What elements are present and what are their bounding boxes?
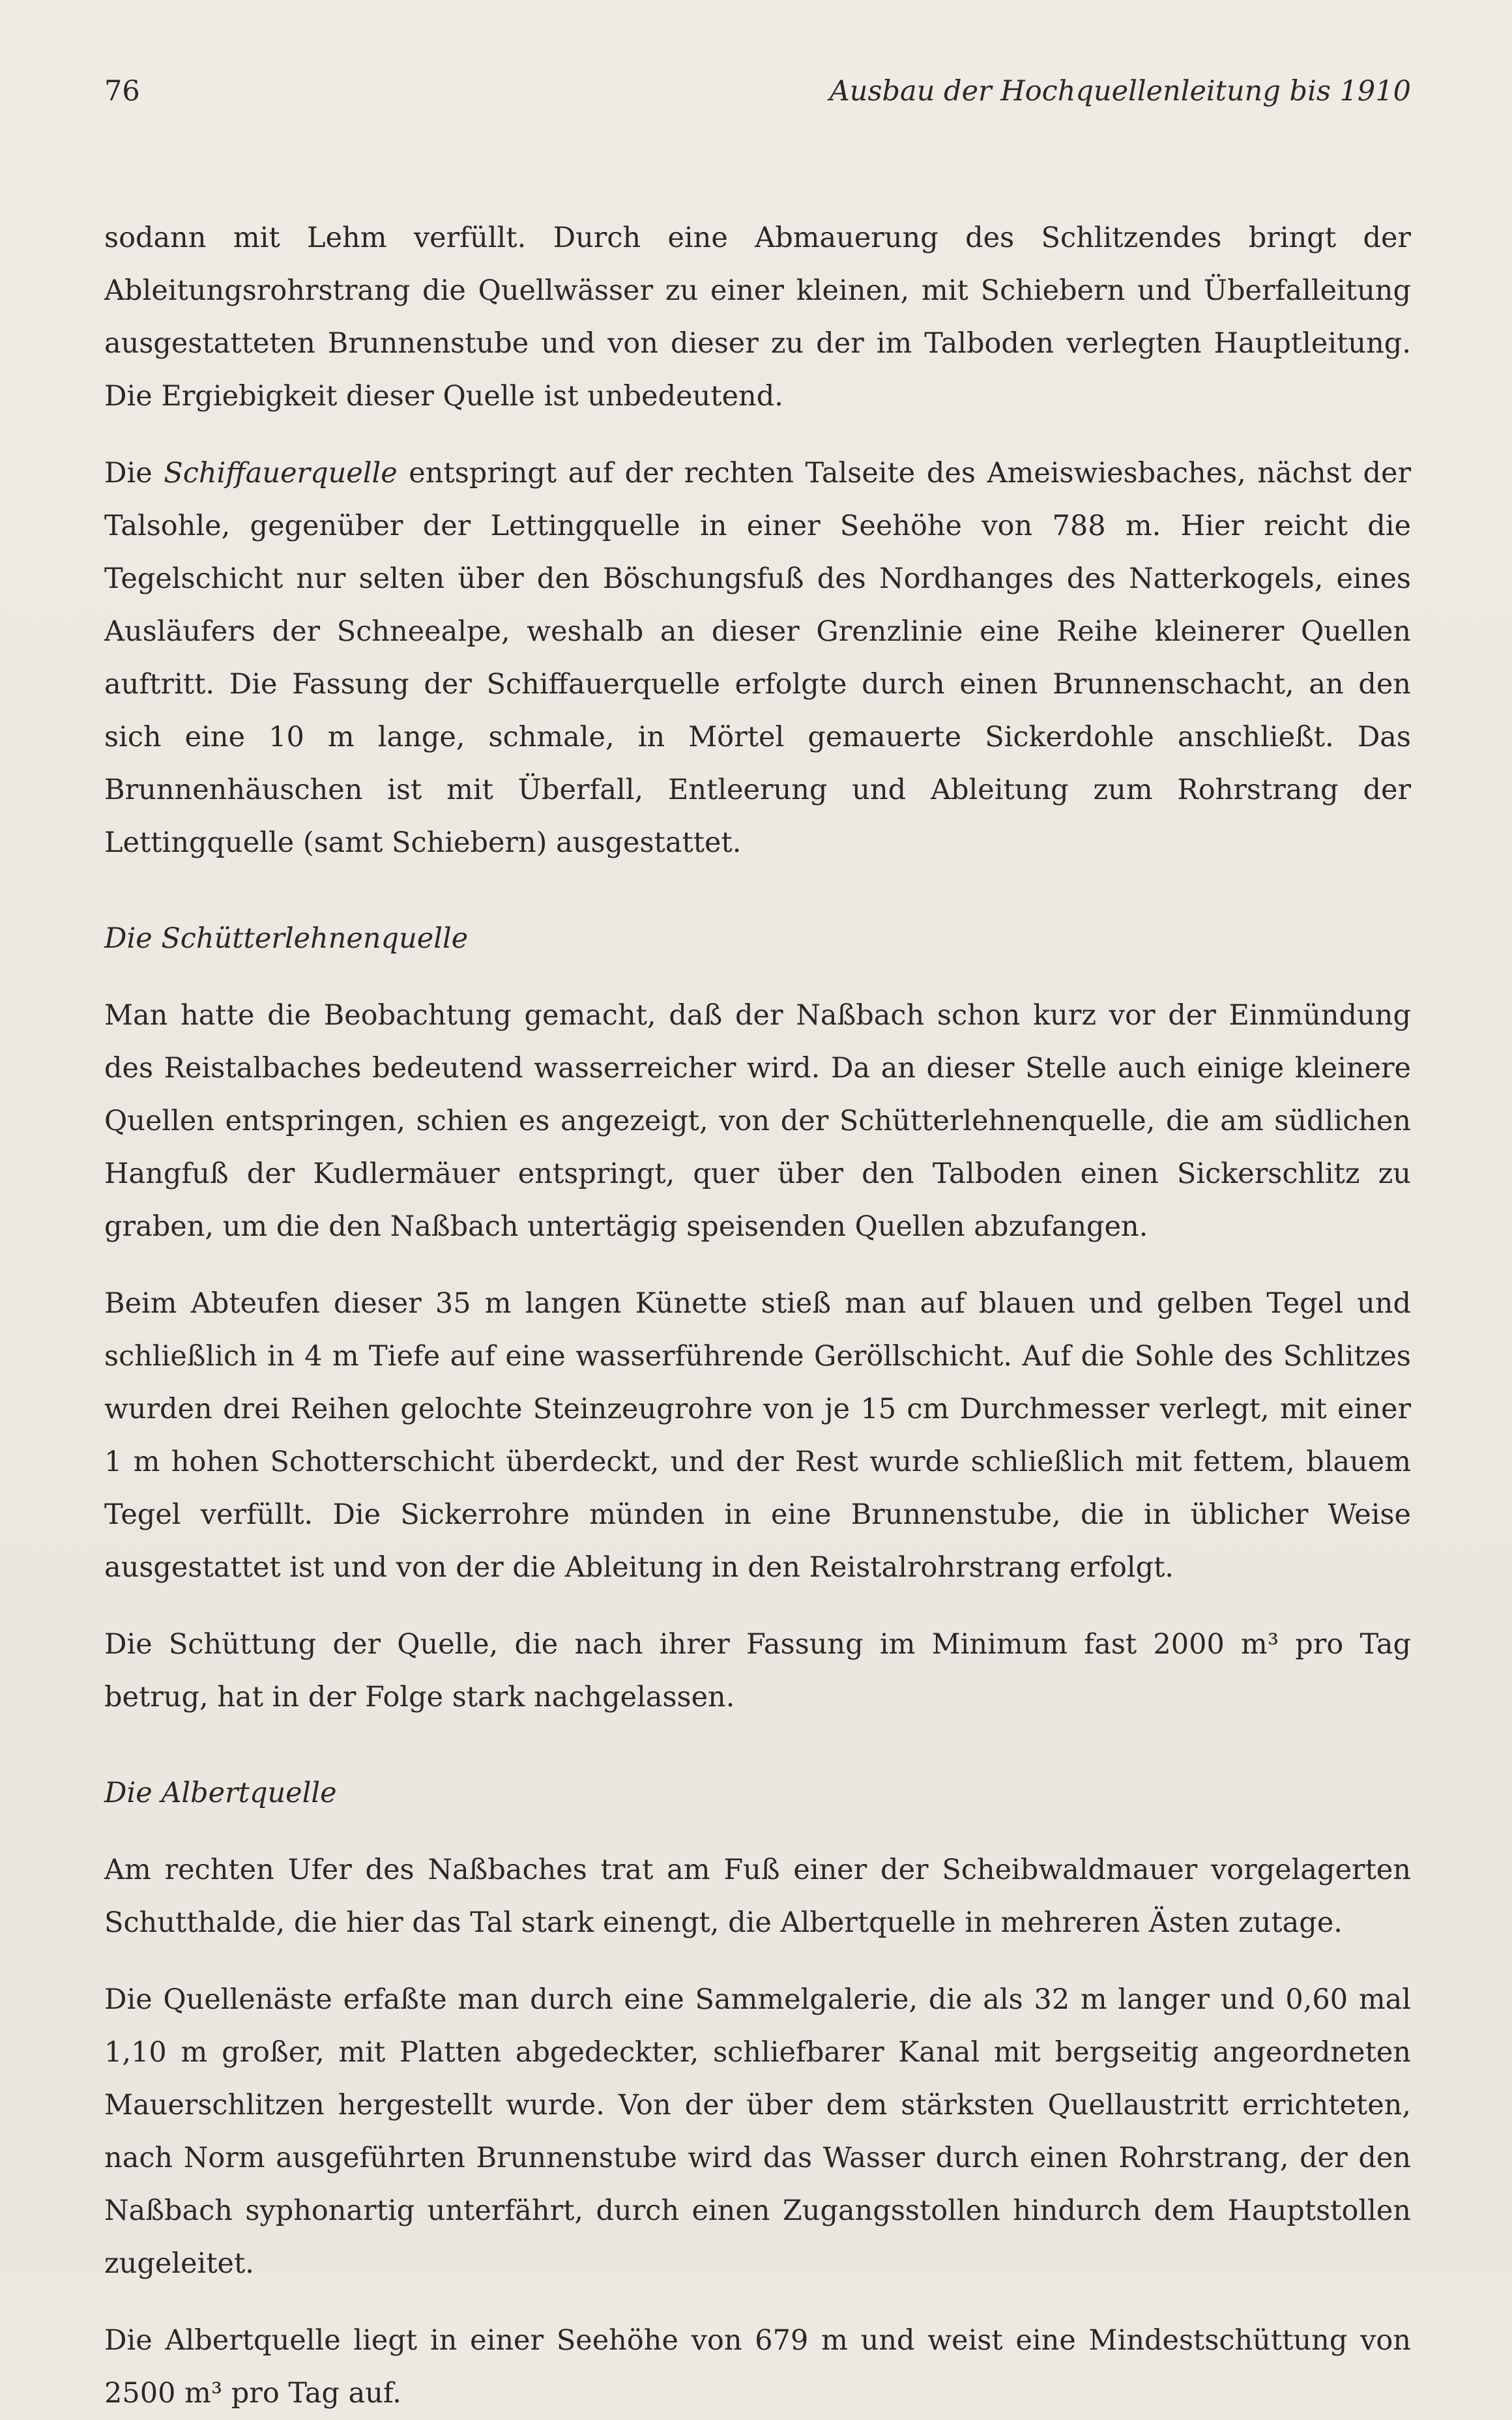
paragraph-prefix: Die (104, 457, 164, 489)
section-heading-albertquelle: Die Albertquelle (104, 1777, 337, 1809)
paragraph-5: Die Schüttung der Quelle, die nach ihrer Fassung im Minimum fast 2000 m³ pro Tag betrug, hat in der Folge stark nachgelassen. (104, 1628, 1411, 1713)
paragraph-schiffauerquelle (104, 447, 1411, 869)
body-text (104, 212, 1411, 2420)
paragraph-6: Am rechten Ufer des Naßbaches trat am Fuß einer der Scheibwaldmauer vorgelagerten Schutthalde, die hier das Tal stark einengt, die Albertquelle in mehreren Ästen zutage. (104, 1854, 1411, 1939)
paragraph-body: entspringt auf der rechten Talseite des Ameiswiesbaches, nächst der Talsohle, gegenüber der Lettingquelle in einer Seehöhe von 788 m. Hier reicht die Tegelschicht nur selten über den Böschungsfuß des Nordhanges des Natterkogels, eines Ausläufers der Schneealpe, weshalb an dieser Grenzlinie eine Reihe kleinerer Quellen auftritt. Die Fassung der Schiffauerquelle erfolgte durch einen Brunnenschacht, an den sich eine 10 m lange, schmale, in Mörtel gemauerte Sickerdohle anschließt. Das Brunnenhäuschen ist mit Überfall, Entleerung und Ableitung zum Rohrstrang der Lettingquelle (samt Schiebern) ausgestattet. (104, 457, 1411, 859)
page-header (104, 68, 1411, 114)
page-number: 76 (104, 75, 140, 108)
paragraph-4: Beim Abteufen dieser 35 m langen Künette stieß man auf blauen und gelben Tegel und schließlich in 4 m Tiefe auf eine wasserführende Geröllschicht. Auf die Sohle des Schlitzes wurden drei Reihen gelochte Steinzeugrohre von je 15 cm Durchmesser verlegt, mit einer 1 m hohen Schotterschicht überdeckt, und der Rest wurde schließlich mit fettem, blauem Tegel verfüllt. Die Sickerrohre münden in eine Brunnenstube, die in üblicher Weise ausgestattet ist und von der die Ableitung in den Reistalrohrstrang erfolgt. (104, 1287, 1411, 1584)
spring-name-schiffauerquelle: Schiffauerquelle (164, 457, 398, 489)
paragraph-7: Die Quellenäste erfaßte man durch eine Sammelgalerie, die als 32 m langer und 0,60 mal 1,10 m großer, mit Platten abgedeckter, schliefbarer Kanal mit bergseitig angeordneten Mauerschlitzen hergestellt wurde. Von der über dem stärksten Quellaustritt errichteten, nach Norm ausgeführten Brunnenstube wird das Wasser durch einen Rohrstrang, der den Naßbach syphonartig unterfährt, durch einen Zugangsstollen hindurch dem Hauptstollen zugeleitet. (104, 1983, 1411, 2280)
running-title: Ausbau der Hochquellenleitung bis 1910 (829, 75, 1411, 108)
paragraph-1: sodann mit Lehm verfüllt. Durch eine Abmauerung des Schlitzendes bringt der Ableitungsrohrstrang die Quellwässer zu einer kleinen, mit Schiebern und Überfalleitung ausgestatteten Brunnenstube und von dieser zu der im Talboden verlegten Hauptleitung. Die Ergiebigkeit dieser Quelle ist unbedeutend. (104, 222, 1411, 413)
paragraph-3: Man hatte die Beobachtung gemacht, daß der Naßbach schon kurz vor der Einmündung des Reistalbaches bedeutend wasserreicher wird. Da an dieser Stelle auch einige kleinere Quellen entspringen, schien es angezeigt, von der Schütterlehnenquelle, die am südlichen Hangfuß der Kudlermäuer entspringt, quer über den Talboden einen Sickerschlitz zu graben, um die den Naßbach untertägig speisenden Quellen abzufangen. (104, 999, 1411, 1243)
section-heading-schuetterlehnenquelle: Die Schütterlehnenquelle (104, 922, 469, 955)
paragraph-8: Die Albertquelle liegt in einer Seehöhe von 679 m und weist eine Mindestschüttung von 2500 m³ pro Tag auf. (104, 2324, 1411, 2410)
